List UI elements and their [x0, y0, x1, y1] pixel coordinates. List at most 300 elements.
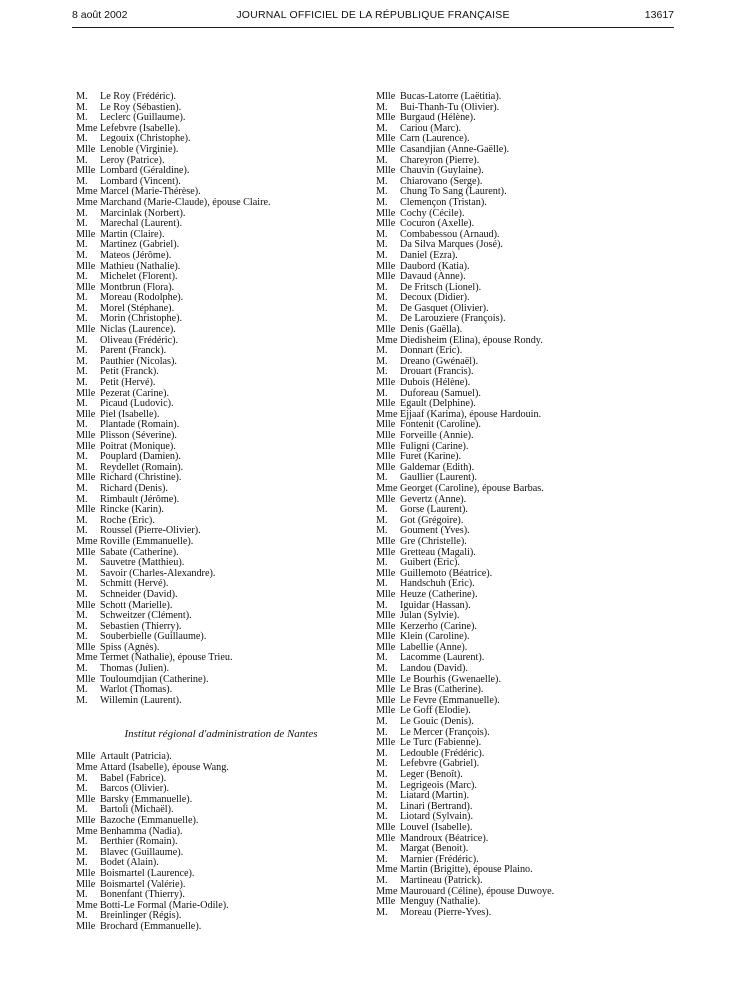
person-name: Lombard (Géraldine). — [100, 165, 190, 177]
person-name: Ledouble (Frédéric). — [400, 747, 485, 759]
person-name: Richard (Christine). — [100, 472, 182, 484]
title-abbrev: M. — [376, 175, 388, 187]
title-abbrev: Mlle — [376, 324, 396, 336]
title-abbrev: Mlle — [376, 821, 396, 833]
person-name: Julan (Sylvie). — [400, 610, 460, 622]
title-abbrev: M. — [376, 811, 388, 823]
person-name: Gevertz (Anne). — [400, 493, 467, 505]
person-name: Gretteau (Magali). — [400, 546, 476, 558]
title-abbrev: M. — [76, 366, 88, 378]
list-item — [376, 770, 676, 781]
title-abbrev: M. — [376, 514, 388, 526]
person-name: Leclerc (Guillaume). — [100, 112, 186, 124]
person-name: Bodet (Alain). — [100, 857, 159, 869]
person-name: Willemin (Laurent). — [100, 694, 182, 706]
list-item — [76, 590, 366, 601]
person-name: Marchand (Marie-Claude), épouse Claire. — [100, 196, 271, 208]
title-abbrev: Mlle — [376, 694, 396, 706]
title-abbrev: Mlle — [76, 504, 96, 516]
person-name: Sabate (Catherine). — [100, 546, 179, 558]
person-name: Cochy (Cécile). — [400, 207, 465, 219]
title-abbrev: Mme — [376, 482, 398, 494]
title-abbrev: Mlle — [376, 641, 396, 653]
title-abbrev: M. — [376, 228, 388, 240]
title-abbrev: Mme — [76, 196, 98, 208]
title-abbrev: Mlle — [376, 588, 396, 600]
title-abbrev: Mlle — [376, 165, 396, 177]
person-name: Burgaud (Hélène). — [400, 112, 476, 124]
title-abbrev: Mlle — [76, 472, 96, 484]
title-abbrev: M. — [76, 772, 88, 784]
person-name: Handschuh (Eric). — [400, 578, 475, 590]
person-name: Le Mercer (François). — [400, 726, 490, 738]
person-name: Denis (Gaëlla). — [400, 324, 463, 336]
person-name: Marcel (Marie-Thérèse). — [100, 186, 201, 198]
person-name: Rincke (Karin). — [100, 504, 164, 516]
person-name: Kerzerho (Carine). — [400, 620, 477, 632]
person-name: Chauvin (Guylaine). — [400, 165, 484, 177]
title-abbrev: Mlle — [76, 281, 96, 293]
title-abbrev: Mlle — [376, 546, 396, 558]
person-name: Morin (Christophe). — [100, 313, 183, 325]
person-name: Legouix (Christophe). — [100, 133, 191, 145]
person-name: Legrigeois (Marc). — [400, 779, 477, 791]
title-abbrev: Mlle — [376, 631, 396, 643]
person-name: Souberbielle (Guillaume). — [100, 631, 207, 643]
person-name: Oliveau (Frédéric). — [100, 334, 179, 346]
title-abbrev: Mme — [376, 864, 398, 876]
title-abbrev: M. — [76, 857, 88, 869]
title-abbrev: M. — [76, 101, 88, 113]
list-item — [76, 816, 366, 827]
title-abbrev: M. — [76, 112, 88, 124]
person-name: Roville (Emmanuelle). — [100, 535, 194, 547]
person-name: Decoux (Didier). — [400, 292, 470, 304]
title-abbrev: Mlle — [376, 430, 396, 441]
person-name: Forveille (Annie). — [400, 430, 474, 441]
header-date: 8 août 2002 — [72, 9, 128, 21]
title-abbrev: M. — [76, 694, 88, 706]
person-name: Martin (Brigitte), épouse Plaino. — [400, 864, 533, 876]
person-name: Georget (Caroline), épouse Barbas. — [400, 482, 544, 494]
title-abbrev: M. — [376, 472, 388, 484]
title-abbrev: Mlle — [376, 218, 396, 230]
list-item — [376, 876, 676, 887]
title-abbrev: M. — [76, 804, 88, 816]
title-abbrev: Mlle — [76, 793, 96, 805]
title-abbrev: Mlle — [376, 461, 396, 473]
person-name: Egault (Delphine). — [400, 398, 476, 410]
title-abbrev: Mlle — [376, 91, 396, 102]
person-name: Barsky (Emmanuelle). — [100, 793, 193, 805]
title-abbrev: M. — [76, 207, 88, 219]
list-item — [76, 869, 366, 880]
list-item — [76, 537, 366, 548]
title-abbrev: M. — [376, 599, 388, 611]
title-abbrev: Mlle — [76, 815, 96, 826]
person-name: Furet (Karine). — [400, 451, 462, 463]
person-name: Casandjian (Anne-Gaëlle). — [400, 143, 510, 155]
title-abbrev: M. — [76, 514, 88, 526]
list-item — [76, 145, 366, 156]
person-name: Morel (Stéphane). — [100, 302, 175, 314]
person-name: Pauthier (Nicolas). — [100, 355, 177, 367]
person-name: Daubord (Katia). — [400, 260, 470, 272]
title-abbrev: M. — [76, 91, 88, 102]
title-abbrev: Mme — [76, 122, 98, 134]
name-list-b — [76, 752, 366, 932]
person-name: Labellie (Anne). — [400, 641, 468, 653]
person-name: Maurouard (Céline), épouse Duwoye. — [400, 885, 555, 897]
person-name: Cocuron (Axelle). — [400, 218, 475, 230]
list-item — [376, 145, 676, 156]
person-name: Michelet (Florent). — [100, 271, 178, 283]
person-name: Diedisheim (Elina), épouse Rondy. — [400, 334, 543, 346]
person-name: Savoir (Charles-Alexandre). — [100, 567, 216, 579]
person-name: Duforeau (Samuel). — [400, 387, 481, 399]
title-abbrev: Mlle — [376, 377, 396, 389]
person-name: Termet (Nathalie), épouse Trieu. — [100, 652, 233, 664]
title-abbrev: Mlle — [76, 641, 96, 653]
person-name: Iguidar (Hassan). — [400, 599, 471, 611]
title-abbrev: M. — [376, 302, 388, 314]
person-name: Liatard (Martin). — [400, 790, 470, 802]
title-abbrev: M. — [76, 239, 88, 251]
person-name: Roussel (Pierre-Olivier). — [100, 525, 201, 537]
title-abbrev: Mlle — [376, 535, 396, 547]
list-item — [76, 922, 366, 933]
person-name: Sebastien (Thierry). — [100, 620, 182, 632]
title-abbrev: M. — [76, 836, 88, 848]
person-name: Landou (David). — [400, 663, 468, 675]
title-abbrev: M. — [76, 451, 88, 463]
person-name: Spiss (Agnès). — [100, 641, 160, 653]
person-name: Dreano (Gwénaël). — [400, 355, 479, 367]
title-abbrev: Mlle — [76, 228, 96, 240]
title-abbrev: M. — [376, 906, 388, 918]
person-name: Drouart (Francis). — [400, 366, 474, 378]
title-abbrev: Mlle — [376, 610, 396, 622]
list-item — [76, 431, 366, 442]
person-name: Goument (Yves). — [400, 525, 470, 537]
title-abbrev: M. — [376, 366, 388, 378]
person-name: Mandroux (Béatrice). — [400, 832, 489, 844]
title-abbrev: M. — [376, 800, 388, 812]
title-abbrev: M. — [376, 747, 388, 759]
person-name: Guibert (Eric). — [400, 557, 460, 569]
title-abbrev: Mlle — [376, 620, 396, 632]
person-name: Donnart (Eric). — [400, 345, 463, 357]
title-abbrev: M. — [76, 398, 88, 410]
title-abbrev: M. — [76, 345, 88, 357]
title-abbrev: Mlle — [76, 920, 96, 932]
title-abbrev: Mlle — [376, 398, 396, 410]
header-title: JOURNAL OFFICIEL DE LA RÉPUBLIQUE FRANÇAISE — [236, 9, 510, 21]
title-abbrev: M. — [76, 334, 88, 346]
person-name: De Larouziere (François). — [400, 313, 506, 325]
list-item — [76, 92, 366, 103]
title-abbrev: M. — [376, 196, 388, 208]
person-name: Marechal (Laurent). — [100, 218, 183, 230]
person-name: Touloumdjian (Catherine). — [100, 673, 209, 685]
person-name: Le Goff (Elodie). — [400, 705, 471, 717]
title-abbrev: Mlle — [376, 419, 396, 431]
person-name: Schweitzer (Clément). — [100, 610, 192, 622]
person-name: Pezerat (Carine). — [100, 387, 170, 399]
person-name: Carn (Laurence). — [400, 133, 470, 145]
title-abbrev: Mlle — [376, 567, 396, 579]
title-abbrev: M. — [76, 557, 88, 569]
title-abbrev: Mlle — [76, 599, 96, 611]
person-name: Lacomme (Laurent). — [400, 652, 485, 664]
person-name: Pouplard (Damien). — [100, 451, 181, 463]
title-abbrev: Mlle — [376, 896, 396, 908]
title-abbrev: M. — [376, 101, 388, 113]
person-name: Bazoche (Emmanuelle). — [100, 815, 199, 826]
person-name: Blavec (Guillaume). — [100, 846, 184, 858]
title-abbrev: Mlle — [376, 684, 396, 696]
person-name: Gorse (Laurent). — [400, 504, 468, 516]
person-name: Warlot (Thomas). — [100, 684, 173, 696]
person-name: Marnier (Frédéric). — [400, 853, 479, 865]
title-abbrev: M. — [76, 631, 88, 643]
person-name: Le Bourhis (Gwenaelle). — [400, 673, 501, 685]
title-abbrev: Mlle — [76, 546, 96, 558]
person-name: Plantade (Romain). — [100, 419, 180, 431]
title-abbrev: M. — [376, 239, 388, 251]
title-abbrev: M. — [76, 525, 88, 537]
person-name: Barcos (Olivier). — [100, 783, 170, 795]
person-name: Ejjaaf (Karima), épouse Hardouin. — [400, 408, 542, 420]
person-name: Le Gouic (Denis). — [400, 716, 474, 728]
title-abbrev: Mlle — [76, 143, 96, 155]
person-name: Margat (Benoit). — [400, 843, 469, 855]
person-name: Bucas-Latorre (Laëtitia). — [400, 91, 502, 102]
title-abbrev: M. — [376, 716, 388, 728]
person-name: Le Roy (Sébastien). — [100, 101, 182, 113]
title-abbrev: M. — [376, 355, 388, 367]
person-name: Schneider (David). — [100, 588, 178, 600]
person-name: Thomas (Julien). — [100, 663, 170, 675]
title-abbrev: M. — [76, 889, 88, 901]
person-name: Combabessou (Arnaud). — [400, 228, 500, 240]
title-abbrev: M. — [76, 910, 88, 922]
person-name: Bui-Thanh-Tu (Olivier). — [400, 101, 500, 113]
title-abbrev: M. — [376, 790, 388, 802]
title-abbrev: M. — [76, 783, 88, 795]
person-name: Parent (Franck). — [100, 345, 167, 357]
title-abbrev: Mme — [76, 899, 98, 911]
title-abbrev: Mme — [76, 652, 98, 664]
person-name: Mateos (Jérôme). — [100, 249, 172, 261]
person-name: Reydellet (Romain). — [100, 461, 184, 473]
list-item — [376, 198, 676, 209]
person-name: Chung To Sang (Laurent). — [400, 186, 507, 198]
person-name: Davaud (Anne). — [400, 271, 466, 283]
person-name: Petit (Franck). — [100, 366, 159, 378]
title-abbrev: Mlle — [376, 440, 396, 452]
title-abbrev: M. — [376, 853, 388, 865]
list-item — [76, 198, 366, 209]
section-title: Institut régional d'administration de Nantes — [124, 728, 318, 741]
title-abbrev: M. — [376, 249, 388, 261]
title-abbrev: M. — [76, 218, 88, 230]
person-name: Roche (Eric). — [100, 514, 155, 526]
title-abbrev: M. — [376, 663, 388, 675]
title-abbrev: Mlle — [76, 751, 96, 763]
title-abbrev: M. — [376, 758, 388, 770]
person-name: Menguy (Nathalie). — [400, 896, 481, 908]
title-abbrev: M. — [376, 154, 388, 166]
list-item — [376, 537, 676, 548]
person-name: Boismartel (Laurence). — [100, 867, 195, 879]
title-abbrev: Mlle — [76, 260, 96, 272]
list-item — [376, 92, 676, 103]
person-name: Fontenit (Caroline). — [400, 419, 481, 431]
person-name: Guillemoto (Béatrice). — [400, 567, 493, 579]
title-abbrev: Mme — [76, 825, 98, 837]
title-abbrev: M. — [76, 578, 88, 590]
title-abbrev: Mlle — [76, 387, 96, 399]
list-item — [376, 484, 676, 495]
title-abbrev: M. — [376, 387, 388, 399]
person-name: Lefebvre (Isabelle). — [100, 122, 181, 134]
person-name: Attard (Isabelle), épouse Wang. — [100, 762, 229, 774]
person-name: Berthier (Romain). — [100, 836, 178, 848]
person-name: Heuze (Catherine). — [400, 588, 478, 600]
title-abbrev: M. — [376, 281, 388, 293]
person-name: Martin (Claire). — [100, 228, 165, 240]
person-name: Leroy (Patrice). — [100, 154, 165, 166]
title-abbrev: M. — [76, 154, 88, 166]
title-abbrev: Mlle — [76, 440, 96, 452]
title-abbrev: M. — [76, 419, 88, 431]
person-name: Artault (Patricia). — [100, 751, 172, 763]
title-abbrev: Mme — [376, 885, 398, 897]
person-name: Schmitt (Hervé). — [100, 578, 169, 590]
title-abbrev: Mlle — [376, 737, 396, 749]
title-abbrev: M. — [76, 133, 88, 145]
person-name: Moreau (Rodolphe). — [100, 292, 184, 304]
person-name: Clemençon (Tristan). — [400, 196, 487, 208]
title-abbrev: M. — [376, 525, 388, 537]
person-name: Leger (Benoît). — [400, 769, 463, 780]
person-name: Martinez (Gabriel). — [100, 239, 180, 251]
list-item — [376, 431, 676, 442]
title-abbrev: M. — [376, 504, 388, 516]
list-item — [376, 251, 676, 262]
person-name: Brochard (Emmanuelle). — [100, 920, 202, 932]
name-list-c — [376, 92, 676, 918]
title-abbrev: M. — [376, 769, 388, 780]
title-abbrev: M. — [76, 493, 88, 505]
person-name: Schott (Marielle). — [100, 599, 173, 611]
person-name: Le Roy (Frédéric). — [100, 91, 177, 102]
person-name: Dubois (Hélène). — [400, 377, 471, 389]
title-abbrev: Mlle — [76, 324, 96, 336]
person-name: Moreau (Pierre-Yves). — [400, 906, 492, 918]
title-abbrev: M. — [76, 663, 88, 675]
title-abbrev: Mme — [76, 762, 98, 774]
title-abbrev: M. — [376, 726, 388, 738]
page-header — [72, 9, 674, 27]
title-abbrev: Mlle — [376, 451, 396, 463]
title-abbrev: Mlle — [76, 430, 96, 441]
person-name: Richard (Denis). — [100, 482, 168, 494]
right-column — [376, 92, 676, 918]
title-abbrev: M. — [376, 292, 388, 304]
person-name: De Gasquet (Olivier). — [400, 302, 489, 314]
person-name: Mathieu (Nathalie). — [100, 260, 181, 272]
title-abbrev: M. — [376, 578, 388, 590]
person-name: Louvel (Isabelle). — [400, 821, 473, 833]
person-name: Montbrun (Flora). — [100, 281, 175, 293]
person-name: Got (Grégoire). — [400, 514, 464, 526]
title-abbrev: Mlle — [376, 493, 396, 505]
person-name: Gre (Christelle). — [400, 535, 467, 547]
title-abbrev: M. — [376, 345, 388, 357]
title-abbrev: Mlle — [376, 260, 396, 272]
title-abbrev: M. — [376, 313, 388, 325]
person-name: Lenoble (Virginie). — [100, 143, 179, 155]
title-abbrev: M. — [76, 377, 88, 389]
title-abbrev: Mlle — [376, 832, 396, 844]
title-abbrev: Mlle — [376, 133, 396, 145]
person-name: Chiarovano (Serge). — [400, 175, 483, 187]
title-abbrev: Mlle — [376, 207, 396, 219]
title-abbrev: M. — [76, 620, 88, 632]
person-name: Linari (Bertrand). — [400, 800, 473, 812]
person-name: Bartoli (Michaël). — [100, 804, 174, 816]
title-abbrev: Mlle — [376, 271, 396, 283]
title-abbrev: M. — [76, 313, 88, 325]
person-name: Martineau (Patrick). — [400, 874, 483, 886]
person-name: Picaud (Ludovic). — [100, 398, 174, 410]
header-rule — [72, 27, 674, 28]
person-name: Marcinlak (Norbert). — [100, 207, 186, 219]
title-abbrev: Mlle — [376, 112, 396, 124]
title-abbrev: M. — [376, 186, 388, 198]
title-abbrev: Mlle — [376, 673, 396, 685]
list-item — [76, 484, 366, 495]
title-abbrev: M. — [76, 610, 88, 622]
title-abbrev: M. — [76, 461, 88, 473]
title-abbrev: Mme — [376, 408, 398, 420]
title-abbrev: Mme — [76, 186, 98, 198]
title-abbrev: Mme — [376, 334, 398, 346]
title-abbrev: M. — [376, 652, 388, 664]
person-name: Petit (Hervé). — [100, 377, 156, 389]
person-name: Bonenfant (Thierry). — [100, 889, 185, 901]
title-abbrev: M. — [76, 175, 88, 187]
person-name: Klein (Caroline). — [400, 631, 470, 643]
name-list-a — [76, 92, 366, 706]
person-name: Piel (Isabelle). — [100, 408, 160, 420]
title-abbrev: Mlle — [376, 705, 396, 717]
person-name: Da Silva Marques (José). — [400, 239, 503, 251]
title-abbrev: Mlle — [76, 165, 96, 177]
list-item — [76, 696, 366, 707]
title-abbrev: Mlle — [76, 408, 96, 420]
title-abbrev: M. — [76, 271, 88, 283]
title-abbrev: Mlle — [376, 143, 396, 155]
person-name: Daniel (Ezra). — [400, 249, 458, 261]
person-name: Niclas (Laurence). — [100, 324, 176, 336]
title-abbrev: M. — [76, 249, 88, 261]
person-name: Le Bras (Catherine). — [400, 684, 484, 696]
title-abbrev: M. — [376, 122, 388, 134]
title-abbrev: M. — [376, 557, 388, 569]
